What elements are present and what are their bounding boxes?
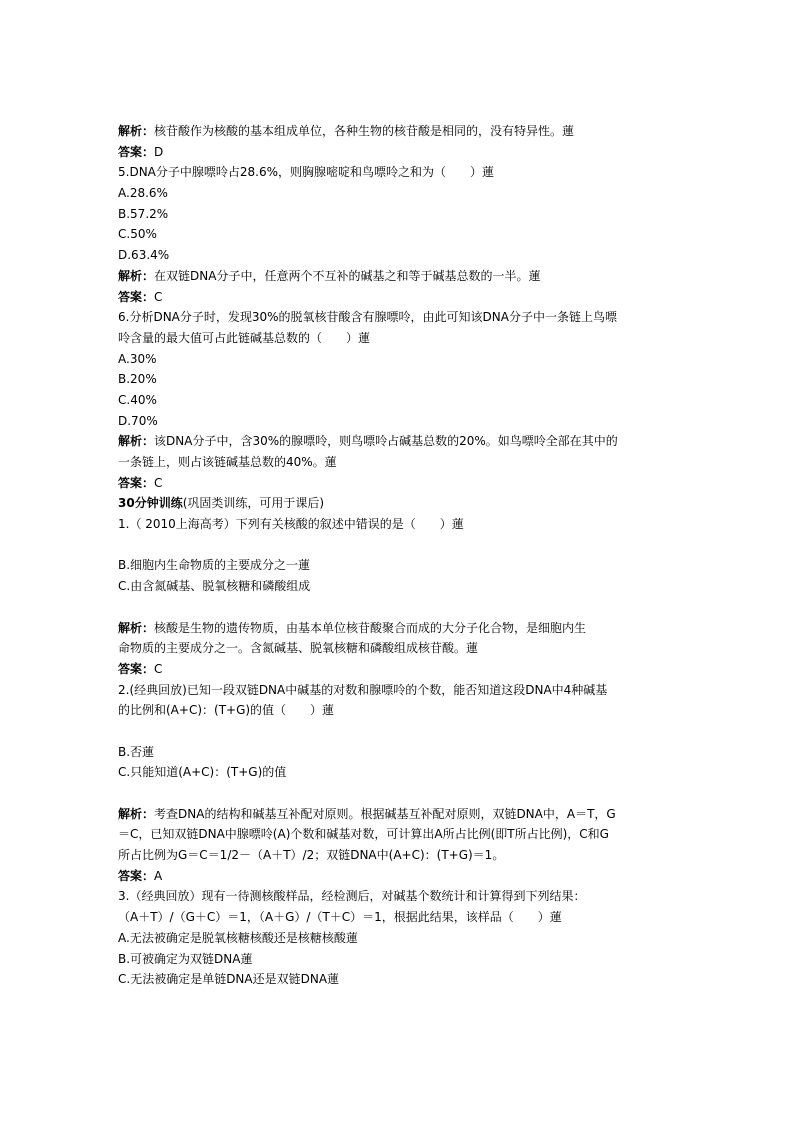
line-text: A.无法被确定是脱氧核糖核酸还是核糖核酸蓮	[118, 930, 358, 945]
line-label: 答案：	[118, 661, 155, 676]
line-text: 核酸是生物的遗传物质，由基本单位核苷酸聚合而成的大分子化合物，是细胞内生	[154, 620, 587, 635]
text-line	[118, 224, 678, 245]
blank-line	[118, 535, 678, 556]
line-text: ＝C，已知双链DNA中腺嘌呤(A)个数和碱基对数，可计算出A所占比例(即T所占比例)，C和G	[118, 827, 609, 842]
line-text: 在双链DNA分子中，任意两个不互补的碱基之和等于碱基总数的一半。蓮	[154, 268, 541, 283]
text-line	[118, 514, 678, 535]
text-line	[118, 204, 678, 225]
text-line	[118, 493, 678, 514]
line-text: 呤含量的最大值可占此链碱基总数的（ ）蓮	[118, 330, 371, 345]
text-line	[118, 411, 678, 432]
text-line	[118, 121, 678, 142]
text-line	[118, 328, 678, 349]
line-text: 考查DNA的结构和碱基互补配对原则。根据碱基互补配对原则，双链DNA中，A＝T，G	[154, 806, 616, 821]
line-text: B.细胞内生命物质的主要成分之一蓮	[118, 558, 311, 573]
line-text: C	[154, 289, 163, 304]
text-line	[118, 349, 678, 370]
line-text: 的比例和(A+C)：(T+G)的值（ ）蓮	[118, 703, 335, 718]
line-text: A.28.6%	[118, 186, 168, 201]
text-line	[118, 162, 678, 183]
blank-line	[118, 721, 678, 742]
text-line	[118, 245, 678, 266]
line-text: 一条链上，则占该链碱基总数的40%。蓮	[118, 455, 337, 469]
line-label: 答案：	[118, 475, 155, 490]
text-line	[118, 742, 678, 763]
line-text: C	[154, 475, 163, 490]
text-line	[118, 431, 678, 452]
text-line	[118, 824, 678, 845]
text-line	[118, 804, 678, 825]
blank-line	[118, 597, 678, 618]
text-line	[118, 700, 678, 721]
text-line	[118, 307, 678, 328]
text-line	[118, 638, 678, 659]
line-text: A.30%	[118, 351, 157, 366]
line-text: D.63.4%	[118, 248, 170, 263]
text-line	[118, 928, 678, 949]
text-line	[118, 845, 678, 866]
text-line	[118, 576, 678, 597]
blank-line	[118, 783, 678, 804]
line-label: 解析：	[118, 434, 155, 449]
text-line	[118, 969, 678, 990]
line-text: C.40%	[118, 392, 157, 407]
text-line	[118, 680, 678, 701]
line-label: 解析：	[118, 124, 155, 138]
line-text: 所占比例为G＝C＝1/2－（A＋T）/2；双链DNA中(A+C)：(T+G)＝1。	[118, 848, 505, 863]
line-label: 解析：	[118, 620, 155, 635]
text-line	[118, 142, 678, 163]
document-body	[118, 121, 678, 990]
line-text: 2.(经典回放)已知一段双链DNA中碱基的对数和腺嘌呤的个数，能否知道这段DNA中4种碱基	[118, 682, 608, 697]
text-line	[118, 266, 678, 287]
line-text: B.否蓮	[118, 744, 155, 759]
line-text: D	[154, 144, 164, 159]
text-line	[118, 183, 678, 204]
line-text: D.70%	[118, 413, 158, 428]
line-text: 6.分析DNA分子时，发现30%的脱氧核苷酸含有腺嘌呤，由此可知该DNA分子中一条链上鸟嘌	[118, 310, 617, 325]
line-text: C.50%	[118, 227, 157, 242]
line-text: C	[154, 661, 163, 676]
line-text: （A＋T）/（G＋C）＝1，（A＋G）/（T＋C）＝1，根据此结果，该样品（ ）蓮	[118, 910, 562, 925]
line-text: 3.（经典回放）现有一待测核酸样品，经检测后，对碱基个数统计和计算得到下列结果：	[118, 889, 586, 904]
line-label: 答案：	[118, 868, 155, 883]
line-text: 核苷酸作为核酸的基本组成单位，各种生物的核苷酸是相同的，没有特异性。蓮	[154, 124, 575, 138]
text-line	[118, 555, 678, 576]
text-line	[118, 369, 678, 390]
line-text: (巩固类训练，可用于课后)	[182, 496, 325, 511]
line-text: C.由含氮碱基、脱氧核糖和磷酸组成	[118, 579, 311, 594]
line-text: B.57.2%	[118, 206, 169, 221]
line-text: C.无法被确定是单链DNA还是双链DNA蓮	[118, 972, 340, 987]
text-line	[118, 390, 678, 411]
text-line	[118, 949, 678, 970]
line-text: B.20%	[118, 372, 157, 387]
text-line	[118, 618, 678, 639]
line-text: C.只能知道(A+C)：(T+G)的值	[118, 765, 287, 780]
text-line	[118, 473, 678, 494]
line-text: 5.DNA分子中腺嘌呤占28.6%，则胸腺嘧啶和鸟嘌呤之和为（ ）蓮	[118, 165, 494, 180]
line-label: 30分钟训练	[118, 496, 183, 511]
line-label: 答案：	[118, 144, 155, 159]
line-label: 解析：	[118, 268, 155, 283]
text-line	[118, 452, 678, 473]
line-text: A	[154, 868, 163, 883]
text-line	[118, 886, 678, 907]
text-line	[118, 762, 678, 783]
line-text: 命物质的主要成分之一。含氮碱基、脱氧核糖和磷酸组成核苷酸。蓮	[118, 641, 479, 656]
text-line	[118, 866, 678, 887]
line-label: 答案：	[118, 289, 155, 304]
line-label: 解析：	[118, 806, 155, 821]
line-text: B.可被确定为双链DNA蓮	[118, 951, 253, 966]
text-line	[118, 907, 678, 928]
line-text: 1.（ 2010上海高考）下列有关核酸的叙述中错误的是（ ）蓮	[118, 517, 464, 532]
text-line	[118, 659, 678, 680]
text-line	[118, 287, 678, 308]
line-text: 该DNA分子中，含30%的腺嘌呤，则鸟嘌呤占碱基总数的20%。如鸟嘌呤全部在其中的	[154, 434, 618, 449]
